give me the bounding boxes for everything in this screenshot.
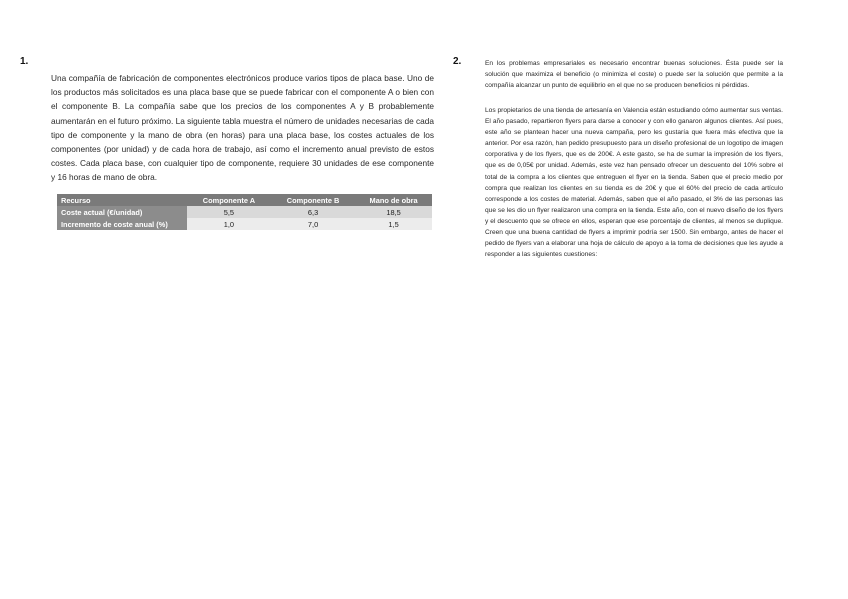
section-2-number: 2. [453, 56, 462, 67]
table-row [57, 218, 432, 230]
table-cell: 1,5 [355, 218, 432, 230]
table-row-label: Incremento de coste anual (%) [57, 218, 187, 230]
section-1-number: 1. [20, 56, 29, 67]
table-header-cell: Recurso [57, 194, 187, 206]
table-cell: 1,0 [187, 218, 271, 230]
table-cell: 5,5 [187, 206, 271, 218]
section-1-paragraph: Una compañía de fabricación de componentes electrónicos produce varios tipos de placa base. Uno de los productos más solicitados es una placa base que se puede fabricar con el componente A o bien con el componente B. La compañía sabe que los precios de los componentes A y B probablemente aumentarán en el futuro próximo. La siguiente tabla muestra el número de unidades necesarias de cada tipo de componente y la mano de obra (en horas) para una placa base, los costes actuales de los componentes (por unidad) y de cada hora de trabajo, así como el incremento anual previsto de estos costes. Cada placa base, con cualquier tipo de componente, requiere 30 unidades de ese componente y 16 horas de mano de obra. [51, 73, 434, 183]
section-2-body: Los propietarios de una tienda de artesanía en Valencia están estudiando cómo aumentar sus ventas. El año pasado, repartieron flyers para darse a conocer y con ello ganaron algunos clientes. Así pues, este año se plantean hacer una nueva campaña, pero les gustaría que fuera más efectiva que la anterior. Por esa razón, han pedido presupuesto para un diseño profesional de un logotipo de imagen corporativa y de los flyers, que es de 200€. A este gasto, se ha de sumar la impresión de los flyers, que es de 0,05€ por unidad. Además, este vez han pensado ofrecer un descuento del 10% sobre el total de la compra a los clientes que entreguen el flyer en la tienda. Saben que el precio medio por compra que realizan los clientes en su tienda es de 20€ y que el 60% del precio de cada artículo corresponde a los costes de material. Además, saben que el año pasado, el 3% de las personas las que se les dio un flyer realizaron una compra en la tienda. Este año, con el nuevo diseño de los flyers y el descuento que se ofrece en ellos, esperan que ese porcentaje de clientes, al menos se duplique. Creen que una buena cantidad de flyers a imprimir podría ser 1500. Sin embargo, antes de hacer el pedido de flyers van a elaborar una hoja de cálculo de apoyo a la toma de decisiones que les ayude a responder a las siguientes cuestiones: [485, 107, 783, 259]
cost-table [57, 194, 432, 230]
table-header-cell: Componente B [271, 194, 355, 206]
table-cell: 6,3 [271, 206, 355, 218]
table-header-cell: Componente A [187, 194, 271, 206]
table-cell: 7,0 [271, 218, 355, 230]
table-cell: 18,5 [355, 206, 432, 218]
table-header-row [57, 194, 432, 206]
table-row-label: Coste actual (€/unidad) [57, 206, 187, 218]
table-row [57, 206, 432, 218]
table-header-cell: Mano de obra [355, 194, 432, 206]
section-2-intro: En los problemas empresariales es necesario encontrar buenas soluciones. Ésta puede ser la solución que maximiza el beneficio (o minimiza el coste) o puede ser la solución que permite a la compañía alcanzar un punto de equilibrio en el que no se producen beneficios ni pérdidas. [485, 60, 783, 90]
